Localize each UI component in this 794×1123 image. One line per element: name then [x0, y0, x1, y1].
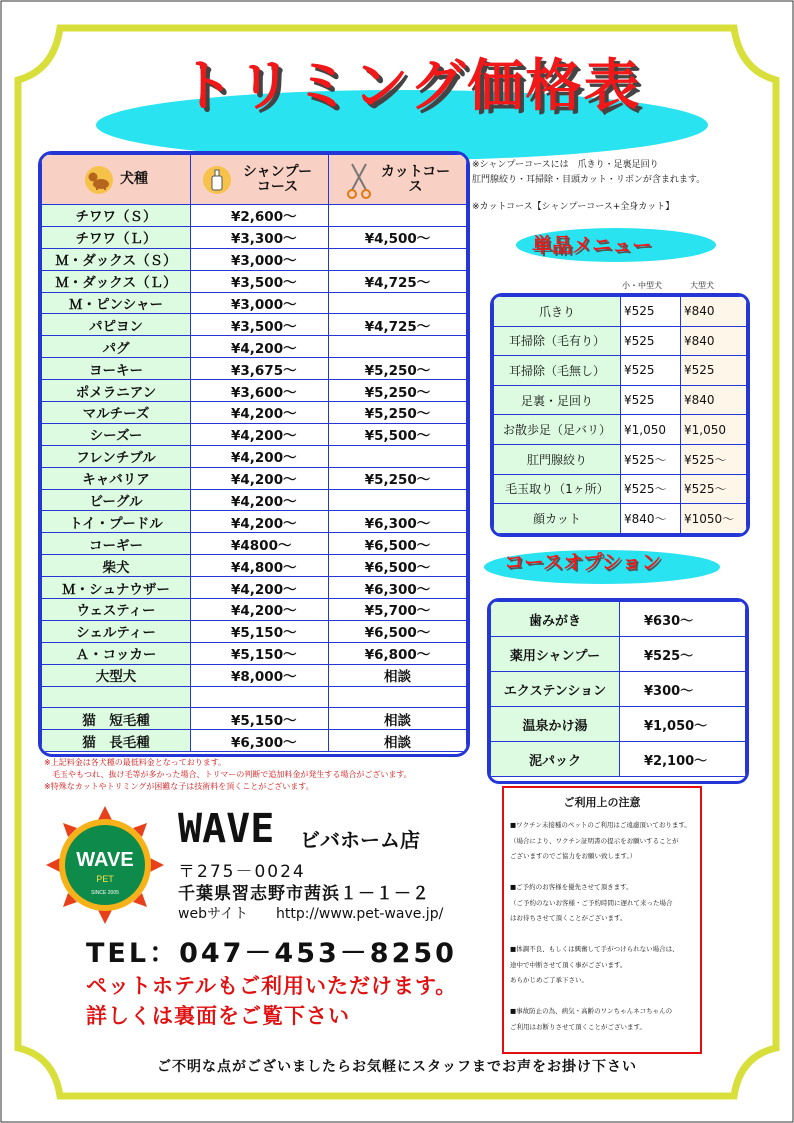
breed-row: [42, 511, 467, 533]
breed-row: [42, 620, 467, 642]
shampoo-price: ¥4,200～: [191, 467, 329, 489]
price-large: ¥525～: [681, 474, 747, 504]
shampoo-price: ¥3,300～: [191, 226, 329, 248]
shampoo-price: ¥4,800～: [191, 555, 329, 577]
price-small-medium: ¥1,050: [621, 415, 681, 445]
service-name: 毛玉取り（1ヶ所）: [494, 474, 621, 504]
breed-row: [42, 577, 467, 599]
cut-price: 相談: [329, 664, 467, 686]
caution-line: ■事故防止の為、病気・高齢のワンちゃんネコちゃんの: [510, 1007, 673, 1015]
logo-pet-text: PET: [96, 874, 114, 884]
breed-name: Ｍ・ダックス（Ｌ）: [42, 270, 191, 292]
wave-pet-logo: [46, 806, 164, 924]
price-large: ¥525: [681, 356, 747, 386]
breed-row: [42, 402, 467, 424]
header-cut-label: カットコース: [380, 163, 451, 195]
header-breed-label: 犬種: [120, 171, 148, 187]
breed-name: パピヨン: [42, 314, 191, 336]
caution-line: 途中で中断させて頂く事がございます。: [510, 960, 627, 969]
service-name: 耳掃除（毛有り）: [494, 326, 621, 356]
course-option-row: [491, 637, 746, 672]
usage-caution-box: [502, 786, 702, 1054]
option-price: ¥300～: [620, 672, 746, 707]
price-small-medium: ¥525: [621, 385, 681, 415]
breed-name: ポメラニアン: [42, 380, 191, 402]
option-name: 薬用シャンプー: [491, 637, 620, 672]
breed-row: [42, 423, 467, 445]
shampoo-price: ¥3,675～: [191, 358, 329, 380]
breed-row: [42, 555, 467, 577]
breed-row: [42, 292, 467, 314]
course-note: ※カットコース【シャンプーコース+全身カット】: [472, 202, 675, 212]
option-price: ¥525～: [620, 637, 746, 672]
single-menu-row: [494, 504, 747, 534]
breed-row: [42, 205, 467, 227]
shampoo-price: ¥5,150～: [191, 642, 329, 664]
breed-row: [42, 467, 467, 489]
breed-row: [42, 708, 467, 730]
footer-message: ご不明な点がございましたらお気軽にスタッフまでお声をお掛け下さい: [157, 1059, 637, 1075]
breed-row: [42, 445, 467, 467]
caution-line: （場合により、ワクチン証明書の提示をお願いすることが: [510, 836, 679, 845]
caution-line: ■ワクチン未接種のペットのご利用はご遠慮頂いております。: [510, 821, 691, 829]
option-name: エクステンション: [491, 672, 620, 707]
header-cut: [329, 155, 467, 205]
cut-price: ¥6,300～: [329, 577, 467, 599]
single-menu-title: 単品メニュー: [532, 233, 652, 257]
cut-price: [329, 292, 467, 314]
shampoo-price: ¥5,150～: [191, 708, 329, 730]
shampoo-price: ¥4,200～: [191, 489, 329, 511]
cut-price: 相談: [329, 730, 467, 752]
course-option-row: [491, 672, 746, 707]
caution-line: ■体調不良、もしくは興奮して手がつけられない場合は、: [510, 945, 679, 953]
course-notes: [472, 158, 772, 215]
price-note: 毛玉やもつれ、抜け毛等が多かった場合、トリマーの判断で追加料金が発生する場合がございます。: [52, 770, 412, 779]
breed-row: [42, 686, 467, 708]
course-option-row: [491, 602, 746, 637]
breed-row: [42, 226, 467, 248]
price-large: ¥1,050: [681, 415, 747, 445]
caution-line: ご利用はお断りさせて頂くことがございます。: [510, 1022, 646, 1031]
scissors-icon: [344, 160, 374, 200]
caution-line: はお待ちさせて頂くことがございます。: [510, 914, 627, 922]
price-large: ¥840: [681, 385, 747, 415]
breed-row: [42, 358, 467, 380]
shampoo-price: ¥5,150～: [191, 620, 329, 642]
caution-line: [510, 989, 700, 1005]
caution-line: ございますのでご協力をお願い致します。）: [510, 852, 637, 860]
cut-price: ¥4,725～: [329, 270, 467, 292]
breed-name: ビーグル: [42, 489, 191, 511]
single-menu-row: [494, 385, 747, 415]
cut-price: ¥5,250～: [329, 467, 467, 489]
price-note: ※上記料金は各犬種の最低料金となっております。: [44, 758, 227, 767]
cut-price: [329, 205, 467, 227]
cut-price: ¥6,500～: [329, 555, 467, 577]
course-option-row: [491, 742, 746, 777]
shampoo-price: ¥3,500～: [191, 314, 329, 336]
breed-row: [42, 380, 467, 402]
breed-name: ヨーキー: [42, 358, 191, 380]
option-name: 泥パック: [491, 742, 620, 777]
shampoo-price: ¥6,300～: [191, 730, 329, 752]
breed-name: Ｍ・ダックス（Ｓ）: [42, 248, 191, 270]
cut-price: ¥5,250～: [329, 380, 467, 402]
shampoo-price: ¥4,200～: [191, 511, 329, 533]
breed-row: [42, 248, 467, 270]
cut-price: ¥4,725～: [329, 314, 467, 336]
single-menu-row: [494, 415, 747, 445]
price-small-medium: ¥525～: [621, 444, 681, 474]
shampoo-price: ¥4800～: [191, 533, 329, 555]
breed-row: [42, 642, 467, 664]
breed-name: フレンチブル: [42, 445, 191, 467]
cut-price: ¥4,500～: [329, 226, 467, 248]
header-breed: [42, 155, 191, 205]
price-large: ¥525～: [681, 444, 747, 474]
caution-line: ■ご予約のお客様を優先させて頂きます。: [510, 883, 633, 891]
single-menu-row: [494, 444, 747, 474]
shampoo-price: ¥4,200～: [191, 599, 329, 621]
breed-name: ウェスティー: [42, 599, 191, 621]
website-url[interactable]: http://www.pet-wave.jp/: [275, 906, 444, 922]
shampoo-price: ¥4,200～: [191, 336, 329, 358]
cut-price: ¥5,250～: [329, 358, 467, 380]
course-note: 肛門腺絞り・耳掃除・目頭カット・リボンが含まれます。: [472, 175, 706, 185]
cut-price: ¥5,500～: [329, 423, 467, 445]
breed-name: 猫 短毛種: [42, 708, 191, 730]
breed-row: [42, 314, 467, 336]
store-branch: ビバホーム店: [300, 828, 420, 852]
breed-row: [42, 664, 467, 686]
single-menu-row: [494, 474, 747, 504]
option-price: ¥1,050～: [620, 707, 746, 742]
service-name: 顔カット: [494, 504, 621, 534]
pet-hotel-notice: ペットホテルもご利用いただけます。: [86, 974, 458, 998]
cut-price: [329, 248, 467, 270]
store-zip: 〒275－0024: [178, 862, 306, 882]
caution-line: [510, 865, 700, 881]
course-note: ※シャンプーコースには 爪きり・足裏足回り: [472, 160, 659, 170]
price-small-medium: ¥525～: [621, 474, 681, 504]
breed-row: [42, 730, 467, 752]
shampoo-price: [191, 686, 329, 708]
breed-name: パグ: [42, 336, 191, 358]
option-price: ¥630～: [620, 602, 746, 637]
shampoo-price: ¥3,000～: [191, 292, 329, 314]
breed-name: シェルティー: [42, 620, 191, 642]
cut-price: ¥6,500～: [329, 533, 467, 555]
course-option-row: [491, 707, 746, 742]
cut-price: 相談: [329, 708, 467, 730]
shampoo-price: ¥4,200～: [191, 577, 329, 599]
breed-row: [42, 599, 467, 621]
header-shampoo: [191, 155, 329, 205]
breed-name: トイ・プードル: [42, 511, 191, 533]
breed-name: コーギー: [42, 533, 191, 555]
service-name: お散歩足（足バリ）: [494, 415, 621, 445]
single-menu-row: [494, 326, 747, 356]
shampoo-price: ¥3,600～: [191, 380, 329, 402]
breed-row: [42, 489, 467, 511]
caution-line: （ご予約のないお客様・ご予約時間に遅れて来った場合: [510, 898, 673, 907]
store-address: 千葉県習志野市茜浜１－１－２: [178, 884, 430, 904]
cut-price: ¥5,700～: [329, 599, 467, 621]
shampoo-bottle-icon: [202, 164, 232, 196]
pet-hotel-detail: 詳しくは裏面をご覧下さい: [86, 1004, 350, 1028]
option-price: ¥2,100～: [620, 742, 746, 777]
title-block: [90, 42, 730, 152]
cut-price: ¥6,500～: [329, 620, 467, 642]
breed-row: [42, 336, 467, 358]
breed-name: シーズー: [42, 423, 191, 445]
breed-name: チワワ（Ｓ）: [42, 205, 191, 227]
caution-line: [510, 927, 700, 943]
service-name: 爪きり: [494, 297, 621, 327]
shampoo-price: ¥2,600～: [191, 205, 329, 227]
price-small-medium: ¥525: [621, 326, 681, 356]
price-small-medium: ¥525: [621, 297, 681, 327]
cut-price: [329, 336, 467, 358]
single-menu-row: [494, 297, 747, 327]
caution-title: ご利用上の注意: [563, 796, 641, 809]
cut-price: ¥5,250～: [329, 402, 467, 424]
single-menu-table: [490, 293, 750, 537]
single-menu-row: [494, 356, 747, 386]
breed-name: Ｍ・ピンシャー: [42, 292, 191, 314]
page-title: トリミング価格表: [178, 54, 642, 119]
breed-name: 猫 長毛種: [42, 730, 191, 752]
breed-name: Ａ・コッカー: [42, 642, 191, 664]
cut-price: ¥6,800～: [329, 642, 467, 664]
service-name: 肛門腺絞り: [494, 444, 621, 474]
price-notes: [44, 757, 484, 793]
course-option-table: [487, 598, 749, 784]
breed-name: キャバリア: [42, 467, 191, 489]
dog-icon: [84, 165, 114, 195]
header-shampoo-label: シャンプーコース: [242, 163, 313, 195]
store-name: WAVE: [178, 806, 275, 852]
service-name: 耳掃除（毛無し）: [494, 356, 621, 386]
caution-line: あらかじめご了承下さい。: [510, 976, 588, 984]
price-large: ¥1050～: [681, 504, 747, 534]
breed-row: [42, 270, 467, 292]
breed-row: [42, 533, 467, 555]
trimming-price-table: [38, 151, 470, 757]
logo-wave-text: WAVE: [76, 849, 134, 871]
price-large: ¥840: [681, 326, 747, 356]
size-label-small: 小・中型犬: [622, 281, 662, 290]
breed-name: 大型犬: [42, 664, 191, 686]
shampoo-price: ¥4,200～: [191, 445, 329, 467]
breed-name: [42, 686, 191, 708]
shampoo-price: ¥3,000～: [191, 248, 329, 270]
cut-price: [329, 489, 467, 511]
price-small-medium: ¥525: [621, 356, 681, 386]
breed-name: Ｍ・シュナウザー: [42, 577, 191, 599]
cut-price: [329, 686, 467, 708]
store-website: [178, 903, 443, 923]
breed-name: チワワ（Ｌ）: [42, 226, 191, 248]
shampoo-price: ¥4,200～: [191, 423, 329, 445]
shampoo-price: ¥3,500～: [191, 270, 329, 292]
option-name: 温泉かけ湯: [491, 707, 620, 742]
option-name: 歯みがき: [491, 602, 620, 637]
cut-price: ¥6,300～: [329, 511, 467, 533]
store-telephone: TEL：047－453－8250: [86, 938, 457, 969]
breed-name: マルチーズ: [42, 402, 191, 424]
size-label-large: 大型犬: [690, 281, 714, 290]
website-label: webサイト: [178, 906, 248, 922]
shampoo-price: ¥4,200～: [191, 402, 329, 424]
logo-since-text: SINCE 2005: [91, 890, 119, 896]
breed-name: 柴犬: [42, 555, 191, 577]
price-small-medium: ¥840～: [621, 504, 681, 534]
service-name: 足裏・足回り: [494, 385, 621, 415]
shampoo-price: ¥8,000～: [191, 664, 329, 686]
cut-price: [329, 445, 467, 467]
course-option-title: コースオプション: [504, 550, 662, 574]
price-note: ※特殊なカットやトリミングが困難な子は技術料を頂くことがございます。: [44, 782, 314, 791]
price-large: ¥840: [681, 297, 747, 327]
